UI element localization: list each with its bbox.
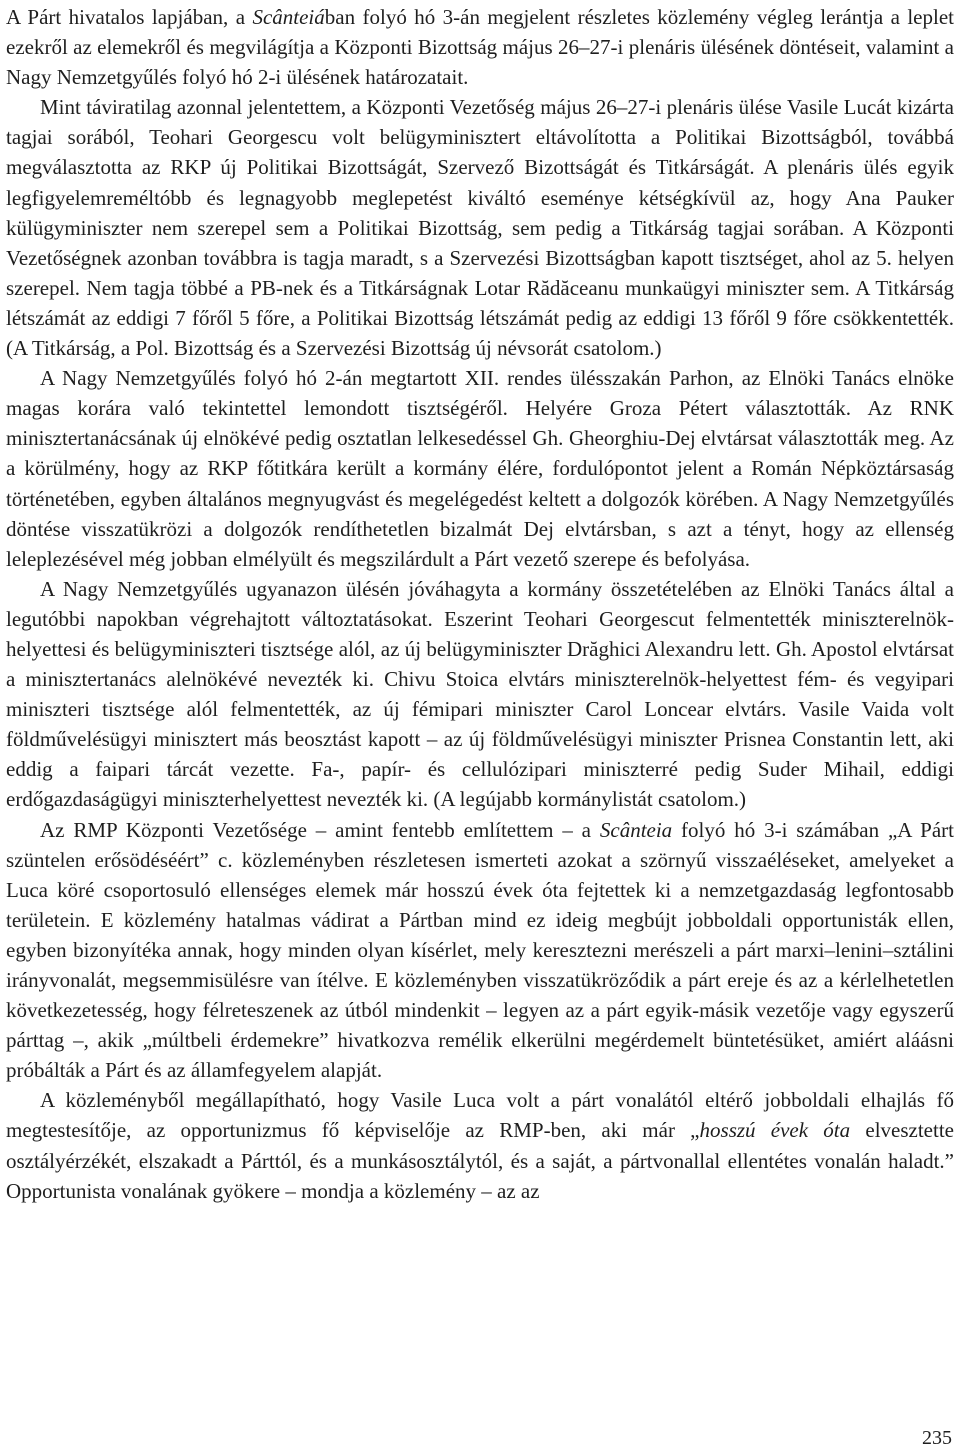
- paragraph: [6, 1085, 954, 1205]
- page-number: 235: [922, 1427, 952, 1449]
- text-run: A Párt hivatalos lapjában, a: [6, 5, 253, 29]
- text-run: elvesztette osztályérzékét, elszakadt a Párttól, és a munkásosztálytól, és a saját, a pártvonallal ellentétes vonalán haladt.” Opportunista vonalának gyökere – mondja a közlemény – az az: [6, 1118, 954, 1203]
- paragraph: [6, 574, 954, 815]
- text-run: Az RMP Központi Vezetősége – amint fentebb említettem – a: [40, 817, 600, 842]
- paragraph: [6, 92, 954, 363]
- text-run: folyó hó 3-i számában „A Párt szüntelen erősödéséért” c. közleményben részletesen ismerteti azokat a szörnyű visszaéléseket, amelyeket a Luca köré csoportosuló ellenséges elemek már hosszú évek óta fejtettek ki a nemzetgazdaság legfontosabb területein. E közlemény hatalmas vádirat a Pártban mind ez ideig megbújt jobboldali opportunisták ellen, egyben bizonyítéka annak, hogy minden olyan kísérlet, mely keresztezni merészeli a párt marxi–lenini–sztálini irányvonalát, megsemmisülésre van ítélve. E közleményben visszatükröződik a párt ereje és az a kérlelhetetlen következetesség, hogy félreteszenek az útból mindenkit – legyen az a párt egyik-másik vezetője vagy egyszerű párttag –, akik „múltbeli érdemekre” hivatkozva remélik elkerülni megérdemelt büntetésüket, amiért aláásni próbálták a Párt és az államfegyelem alapját.: [6, 817, 954, 1083]
- italic-text: Scânteiá: [252, 5, 325, 29]
- text-run: ban folyó hó 3-án megjelent részletes közlemény végleg lerántja a leplet ezekről az elemekről és megvilágítja a Központi Bizottság május 26–27-i plenáris ülésének döntéseit, valamint a Nagy Nemzetgyűlés folyó hó 2-i ülésének határozatait.: [6, 5, 954, 90]
- paragraph: [6, 815, 954, 1086]
- text-run: A Nagy Nemzetgyűlés ugyanazon ülésén jóváhagyta a kormány összetételében az Elnöki Tanács által a legutóbbi napokban végrehajtott változtatásokat. Eszerint Teohari Georgescut felmentették miniszterelnök-helyettesi és belügyminiszteri tisztsége alól, az új belügyminiszter Drăghici Alexandru lett. Gh. Apostol elvtársat a minisztertanács alelnökévé nevezték ki. Chivu Stoica elvtárs miniszterelnök-helyettest fém- és vegyipari miniszteri tisztsége alól felmentették, az új fémipari miniszter Carol Loncear elvtárs. Vasile Vaida volt földművelésügyi minisztert más beosztást kapott – az új földművelésügyi miniszter Prisnea Constantin lett, aki eddig a faipari tárcát vezette. Fa-, papír- és cellulózipari miniszterré pedig Suder Mihail, eddigi erdőgazdaságügyi miniszterhelyettest nevezték ki. (A legújabb kormánylistát csatolom.): [6, 576, 954, 812]
- italic-text: hosszú évek óta: [699, 1118, 851, 1143]
- body-text: [6, 2, 954, 1206]
- text-run: A Nagy Nemzetgyűlés folyó hó 2-án megtartott XII. rendes ülésszakán Parhon, az Elnöki Tanács elnöke magas korára való tekintettel lemondott tisztségéről. Helyére Groza Pétert választották. Az RNK minisztertanácsának új elnökévé pedig osztatlan lelkesedéssel Gh. Gheorghiu-Dej elvtársat választották meg. Az a körülmény, hogy az RKP főtitkára került a kormány élére, fordulópontot jelent a Román Népköztársaság történetében, egyben általános megnyugvást és megelégedést keltett a dolgozók körében. A Nagy Nemzetgyűlés döntése visszatükrözi a dolgozók rendíthetetlen bizalmát Dej elvtársban, s azt a tényt, hogy az ellenség leleplezésével még jobban elmélyült és megszilárdult a Párt vezető szerepe és befolyása.: [6, 366, 954, 571]
- paragraph: [6, 2, 954, 92]
- italic-text: Scânteia: [599, 817, 673, 842]
- text-run: A közleményből megállapítható, hogy Vasile Luca volt a párt vonalától eltérő jobboldali elhajlás fő megtestesítője, az opportunizmus fő képviselője az RMP-ben, aki már „: [6, 1088, 954, 1143]
- text-run: Mint táviratilag azonnal jelentettem, a Központi Vezetőség május 26–27-i plenáris ülése Vasile Lucát kizárta tagjai sorából, Teohari Georgescu volt belügyminisztert eltávolította a Politikai Bizottságból, továbbá megválasztotta az RKP új Politikai Bizottságát, Szervező Bizottságát és Titkárságát. A plenáris ülés egyik legfigyelemreméltóbb és legnagyobb meglepetést kiváltó eseménye kétségkívül az, hogy Ana Pauker külügyminiszter nem szerepel sem a Politikai Bizottság, sem pedig a Titkárság tagjai sorában. A Központi Vezetőségnek azonban továbbra is tagja maradt, s a Szervezési Bizottságban kapott tisztséget, ahol az 5. helyen szerepel. Nem tagja többé a PB-nek és a Titkárságnak Lotar Rădăceanu munkaügyi miniszter sem. A Titkárság létszámát az eddigi 7 főről 5 főre, a Politikai Bizottság létszámát pedig az eddigi 13 főről 9 főre csökkentették. (A Titkárság, a Pol. Bizottság és a Szervezési Bizottság új névsorát csatolom.): [6, 95, 954, 361]
- paragraph: [6, 363, 954, 574]
